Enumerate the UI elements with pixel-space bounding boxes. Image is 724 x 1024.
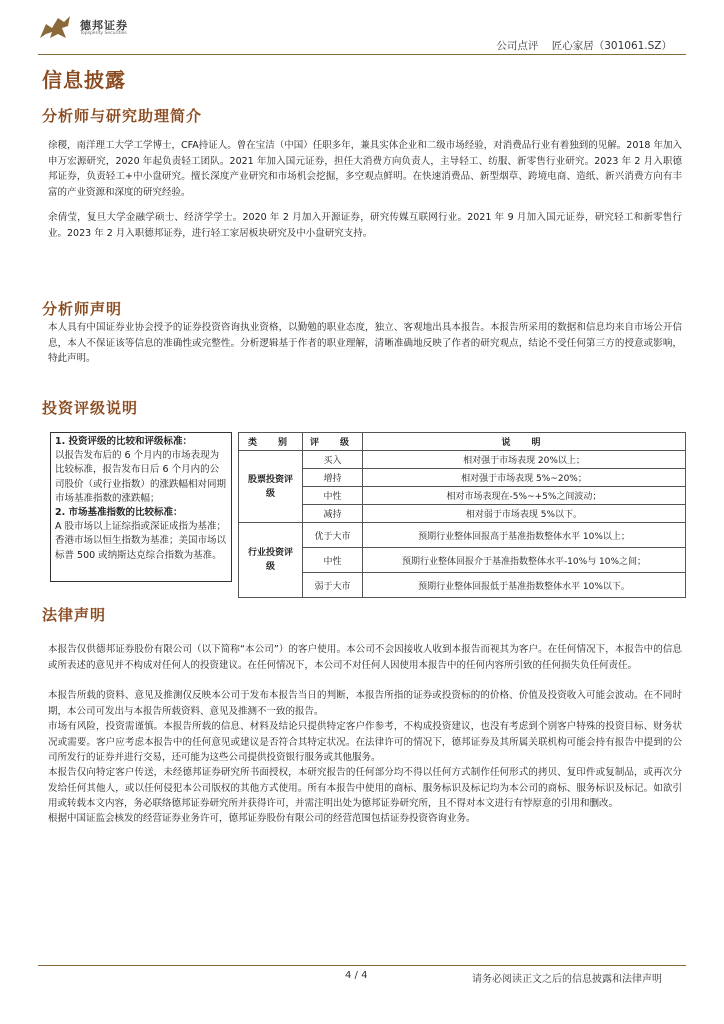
report-header-info [496, 38, 672, 53]
page-title: 信息披露 [42, 68, 126, 92]
legal-paragraph-2: 本报告所载的资料、意见及推测仅反映本公司于发布本报告当日的判断，本报告所指的证券或投资标的的价格、价值及投资收入可能会波动。在不同时期，本公司可发出与本报告所载资料、意见及推测不一致的报告。 [48, 690, 682, 717]
header-divider [38, 54, 686, 55]
criteria-text-2: A 股市场以上证综指或深证成指为基准；香港市场以恒生指数为基准；美国市场以标普 500 或纳斯达克综合指数为基准。 [55, 521, 227, 561]
table-row [239, 505, 686, 523]
table-row [239, 487, 686, 505]
criteria-title-1: 1. 投资评级的比较和评级标准： [55, 436, 193, 447]
stock-rating-category: 股票投资评级 [239, 451, 303, 523]
rating-level: 弱于大市 [303, 573, 363, 598]
header-description: 说 明 [363, 433, 686, 451]
logo-english-name: Topsperity Securities [80, 31, 127, 36]
table-row [239, 573, 686, 598]
rating-heading: 投资评级说明 [42, 399, 139, 417]
criteria-title-2: 2. 市场基准指数的比较标准： [55, 507, 183, 519]
page-number: 4 / 4 [345, 970, 368, 981]
logo-name: 德邦证券 [80, 19, 128, 32]
rating-description: 相对弱于市场表现 5%以下。 [363, 505, 686, 523]
legal-paragraph-1: 本报告仅供德邦证券股份有限公司（以下简称“本公司”）的客户使用。本公司不会因接收人收到本报告而视其为客户。在任何情况下，本报告中的信息或所表述的意见并不构成对任何人的投资建议。在任何情况下，本公司不对任何人因使用本报告中的任何内容所引致的任何损失负任何责任。 [48, 644, 682, 671]
rating-description: 预期行业整体回报介于基准指数整体水平-10%与 10%之间； [363, 548, 686, 573]
legal-heading: 法律声明 [42, 606, 107, 624]
analyst-statement-paragraph: 本人具有中国证券业协会授予的证券投资咨询执业资格，以勤勉的职业态度，独立、客观地出具本报告。本报告所采用的数据和信息均来自市场公开信息，本人不保证该等信息的准确性或完整性。分析逻辑基于作者的职业理解，清晰准确地反映了作者的研究观点，结论不受任何第三方的授意或影响，特此声明。 [48, 322, 682, 364]
rating-description: 预期行业整体回报低于基准指数整体水平 10%以下。 [363, 573, 686, 598]
header-level: 评 级 [303, 433, 363, 451]
footer-divider [38, 965, 686, 966]
table-row [239, 451, 686, 469]
company-logo [38, 14, 148, 42]
footer-note: 请务必阅读正文之后的信息披露和法律声明 [472, 974, 662, 985]
rating-level: 中性 [303, 548, 363, 573]
rating-level: 买入 [303, 451, 363, 469]
rating-description: 相对强于市场表现 5%~20%； [363, 469, 686, 487]
rating-level: 增持 [303, 469, 363, 487]
analyst-intro-paragraph-2: 余倩莹，复旦大学金融学硕士、经济学学士。2020 年 2 月加入开源证券，研究传媒互联网行业。2021 年 9 月加入国元证券，研究轻工和新零售行业。2023 年 2 月入职德邦证券，进行轻工家居板块研究及中小盘研究支持。 [48, 212, 682, 239]
table-row [239, 523, 686, 548]
analyst-intro-heading: 分析师与研究助理简介 [42, 107, 203, 125]
rating-level: 优于大市 [303, 523, 363, 548]
analyst-intro-paragraph-1: 徐稷，南洋理工大学工学博士，CFA持证人。曾在宝洁（中国）任职多年，兼具实体企业和二级市场经验，对消费品行业有着独到的见解。2018 年加入申万宏源研究，2020 年起负责轻工团队。2021 年加入国元证券，担任大消费方向负责人，主导轻工、纺服、新零售行业研究。2023 年 2 月入职德邦证券，负责轻工+中小盘研究。擅长深度产业研究和市场机会挖掘，多空观点鲜明。在快速消费品、新型烟草、跨境电商、造纸、新兴消费方向有丰富的产业资源和深度的研究经验。 [48, 140, 682, 198]
rating-criteria-box [50, 432, 232, 582]
rating-level: 减持 [303, 505, 363, 523]
table-header-row [239, 433, 686, 451]
criteria-text-1: 以报告发布后的 6 个月内的市场表现为比较标准，报告发布日后 6 个月内的公司股价（或行业指数）的涨跌幅相对同期市场基准指数的涨跌幅； [55, 450, 227, 504]
industry-rating-category: 行业投资评级 [239, 523, 303, 598]
rating-level: 中性 [303, 487, 363, 505]
rating-table [238, 432, 686, 598]
table-row [239, 548, 686, 573]
bull-logo-icon [38, 14, 72, 42]
report-type: 公司点评 [496, 40, 539, 52]
table-row [239, 469, 686, 487]
rating-description: 预期行业整体回报高于基准指数整体水平 10%以上； [363, 523, 686, 548]
rating-description: 相对强于市场表现 20%以上； [363, 451, 686, 469]
header-category: 类 别 [239, 433, 303, 451]
rating-section [50, 432, 686, 592]
legal-paragraph-4: 本报告仅向特定客户传送，未经德邦证券研究所书面授权，本研究报告的任何部分均不得以任何方式制作任何形式的拷贝、复印件或复制品，或再次分发给任何其他人，或以任何侵犯本公司版权的其他方式使用。所有本报告中使用的商标、服务标识及标记均为本公司的商标、服务标识及标记。如欲引用或转载本文内容，务必联络德邦证券研究所并获得许可，并需注明出处为德邦证券研究所，且不得对本文进行有悖原意的引用和删改。 [48, 767, 682, 809]
analyst-statement-heading: 分析师声明 [42, 300, 123, 318]
legal-paragraph-5: 根据中国证监会核发的经营证券业务许可，德邦证券股份有限公司的经营范围包括证券投资咨询业务。 [48, 813, 476, 824]
rating-description: 相对市场表现在-5%~+5%之间波动； [363, 487, 686, 505]
legal-paragraph-3: 市场有风险，投资需谨慎。本报告所载的信息、材料及结论只提供特定客户作参考，不构成投资建议，也没有考虑到个别客户特殊的投资目标、财务状况或需要。客户应考虑本报告中的任何意见或建议是否符合其特定状况。在法律许可的情况下，德邦证券及其所属关联机构可能会持有报告中提到的公司所发行的证券并进行交易，还可能为这些公司提供投资银行服务或其他服务。 [48, 721, 682, 763]
company-ticker: 匠心家居（301061.SZ） [551, 40, 672, 52]
